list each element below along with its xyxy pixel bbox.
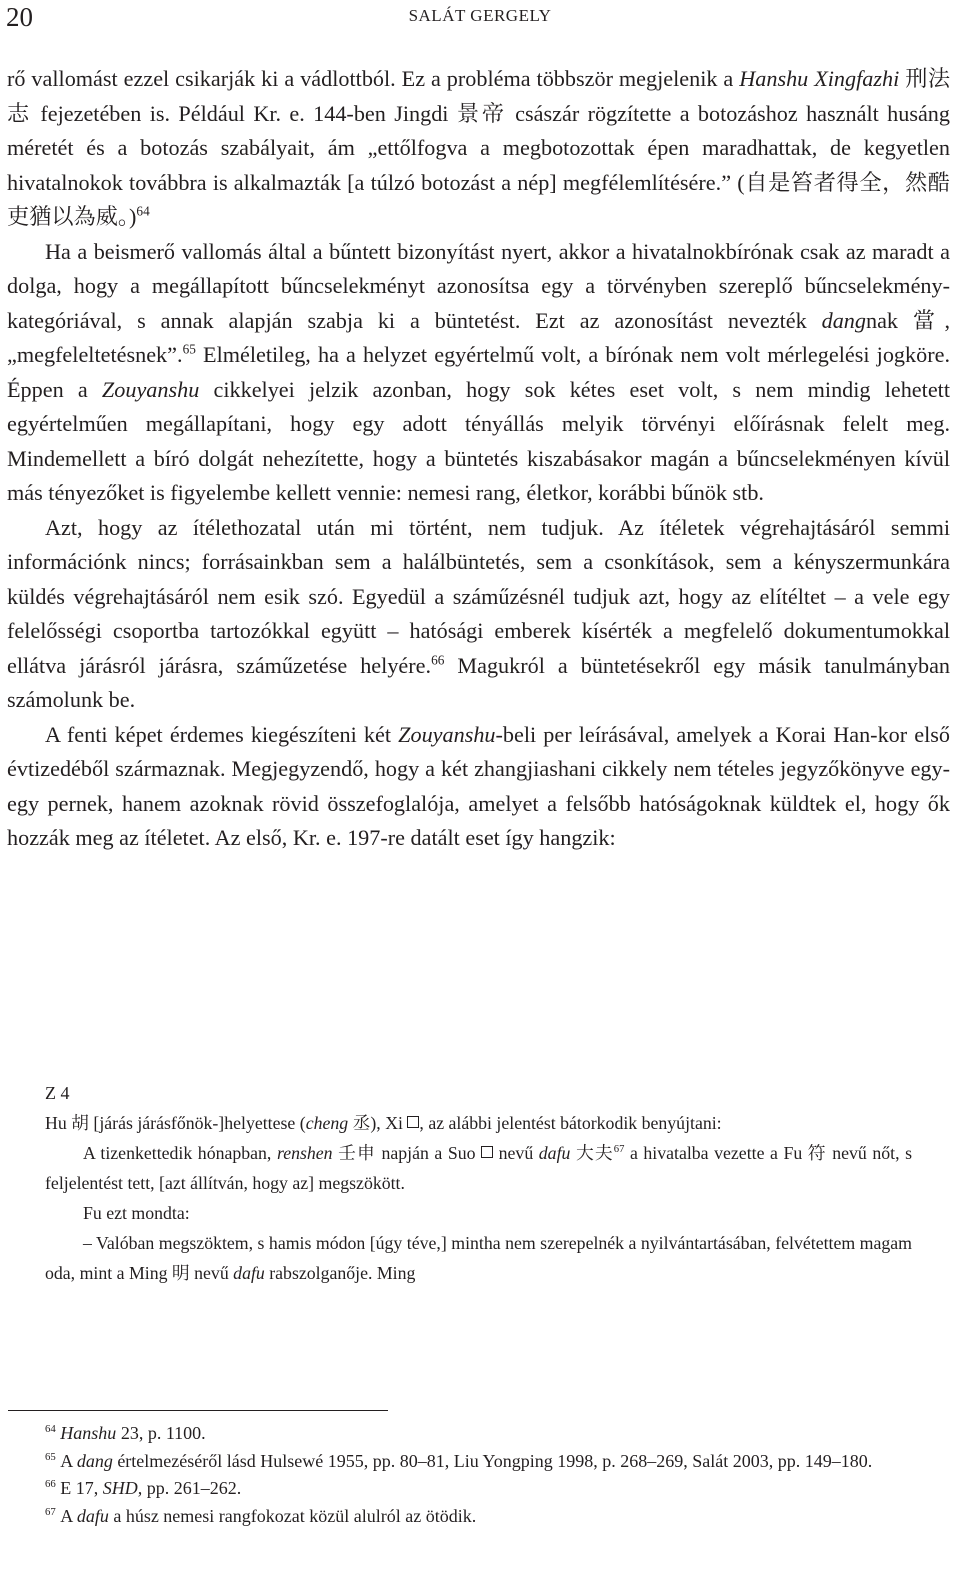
quote-paragraph-1: Hu 胡 [járás járásfőnök-]helyettese (cheng 丞), Xi , az alábbi jelentést bátorkodik benyújtani: — [45, 1113, 722, 1133]
footnote-ref-64[interactable]: 64 — [136, 203, 150, 219]
block-quote — [45, 1078, 912, 1288]
footnote-66: $^{66}$ E 17, SHD, pp. 261–262. — [45, 1477, 242, 1498]
page-number: 20 — [6, 2, 33, 32]
footnote-ref-67[interactable]: 67 — [613, 1143, 625, 1156]
footnote-65: $^{65}$ A dang értelmezéséről lásd Hulsewé 1955, pp. 80–81, Liu Yongping 1998, p. 268–269, Salát 2003, pp. 149–180. — [45, 1450, 873, 1471]
footnote-ref-66[interactable]: 66 — [431, 651, 445, 667]
missing-character-box-icon — [407, 1116, 419, 1128]
footnote-64: $^{64}$ Hanshu 23, p. 1100. — [45, 1422, 206, 1443]
main-text — [7, 62, 950, 856]
paragraph-1: rő vallomást ezzel csikarják ki a vádlottból. Ez a probléma többször megjelenik a Hanshu Xingfazhi 刑法志 fejezetében is. Például Kr. e. 144-ben Jingdi 景帝 császár rögzítette a botozáshoz használt husáng méretét és a botozás szabályait, ám „ettőlfogva a megbotozottak épen maradhattak, de kegyetlen hivatalnokok továbbra is alkalmazták [a túlzó botozást a nép] megfélemlítésére.” (自是笞者得全，然酷吏猶以為威。)$^{64}$ — [7, 66, 951, 229]
footnote-separator — [8, 1410, 388, 1411]
running-head-author: SALÁT GERGELY — [408, 6, 552, 25]
running-header — [0, 0, 960, 40]
quote-paragraph-3: Fu ezt mondta: — [83, 1203, 190, 1223]
paragraph-2: Ha a beismerő vallomás által a bűntett bizonyítást nyert, akkor a hivatalnokbírónak csak az maradt a dolga, hogy a megállapított bűncselekményt azonosítsa egy a törvényben szereplő bűncselekmény-kategóriával, s annak alapján szabja ki a büntetést. Ezt az azonosítást nevezték dangnak 當, „megfeleltetésnek”.$^{65}$ Elméletileg, ha a helyzet egyértelmű volt, a bírónak nem volt mérlegelési jogköre. Éppen a Zouyanshu cikkelyei jelzik azonban, hogy sok kétes eset volt, s nem mindig lehetett egyértelműen megállapítani, hogy egy adott tényállás melyik törvényi előírásnak felelt meg. Mindemellett a bíró dolgát nehezítette, hogy a büntetés kiszabásakor magán a bűncselekményen kívül más tényezőket is figyelembe kellett vennie: nemesi rang, életkor, korábbi bűnök stb. — [7, 238, 950, 505]
footnotes — [7, 1420, 950, 1530]
paragraph-4: A fenti képet érdemes kiegészíteni két Zouyanshu-beli per leírásával, amelyek a Korai Han-kor első évtizedéből származnak. Megjegyzendő, hogy a két zhangjiashani cikkely nem tételes jegyzőkönyve egy-egy pernek, hanem azoknak rövid összefoglalója, amelyet a felsőbb hatóságoknak küldtek el, hogy ők hozzák meg az ítéletet. Az első, Kr. e. 197-re datált eset így hangzik: — [7, 721, 950, 850]
case-label: Z 4 — [45, 1083, 70, 1103]
footnote-ref-65[interactable]: 65 — [182, 341, 196, 357]
paragraph-3: Azt, hogy az ítélethozatal után mi történt, nem tudjuk. Az ítéletek végrehajtásáról semmi információnk nincs; forrásainkban sem a halálbüntetés, sem a csonkítások, sem a kényszermunkára küldés végrehajtásáról nem esik szó. Egyedül a száműzésnél tudjuk azt, hogy az elítéltet – a vele egy felelősségi csoportba tartozókkal együtt – hatósági emberek kísérték a megfelelő dokumentumokkal ellátva járásról járásra, száműzetése helyére.$^{66}$ Magukról a büntetésekről egy másik tanulmányban számolunk be. — [7, 514, 951, 712]
quote-paragraph-2: A tizenkettedik hónapban, renshen 壬申 napján a Suo nevű dafu 大夫$^{67}$ a hivatalba vezette a Fu 符 nevű nőt, s feljelentést tett, [azt állítván, hogy az] megszökött. — [45, 1143, 913, 1193]
quote-paragraph-4: – Valóban megszöktem, s hamis módon [úgy téve,] mintha nem szerepelnék a nyilvántartásában, felvétettem magam oda, mint a Ming 明 nevű dafu rabszolganője. Ming — [45, 1233, 912, 1283]
footnote-67: $^{67}$ A dafu a húsz nemesi rangfokozat közül alulról az ötödik. — [45, 1505, 477, 1526]
missing-character-box-icon — [481, 1146, 493, 1158]
